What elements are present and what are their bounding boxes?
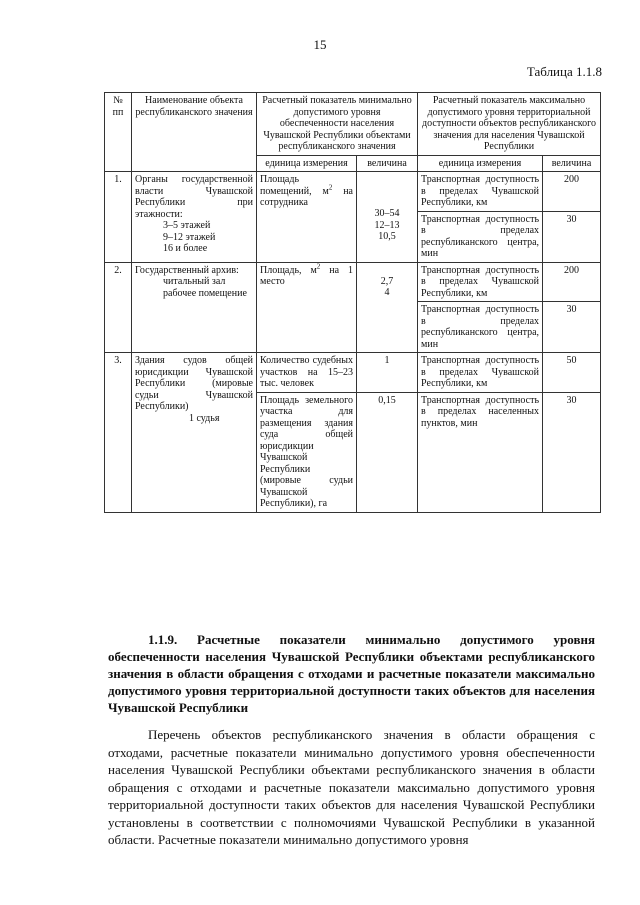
- row-unit-1: Площадь земельного участка для размещения здания суда общей юрисдикции Чувашской Республики (мировые судьи Чувашской Республики), га: [257, 392, 357, 512]
- page-number: 15: [313, 37, 327, 52]
- row-name-text: Здания судов общей юрисдикции Чувашской Республики (мировые судьи Чувашской Республики): [135, 355, 253, 412]
- row-unit-1: [257, 172, 357, 263]
- row-unit-2: Транспортная доступность в пределах республиканского центра, мин: [418, 211, 543, 262]
- row-name-item: 1 судья: [189, 412, 220, 424]
- row-value-2: 50: [543, 353, 601, 393]
- row-name-item: 3–5 этажей: [163, 220, 211, 231]
- row-value-item: 2,7: [380, 275, 394, 287]
- row-value-2: 30: [543, 211, 601, 262]
- unit-superscript: 2: [316, 262, 321, 271]
- row-value-2: 200: [543, 262, 601, 302]
- header-unit-1: единица измерения: [257, 155, 357, 172]
- row-name-item: читальный зал: [163, 276, 226, 287]
- row-name-item: 9–12 этажей: [163, 231, 216, 243]
- row-unit-2: Транспортная доступность в пределах Чувашской Республики, км: [418, 172, 543, 212]
- header-value-2: величина: [543, 155, 601, 172]
- table-caption: Таблица 1.1.8: [526, 64, 602, 79]
- row-value-2: 30: [543, 302, 601, 353]
- row-name: [132, 172, 257, 263]
- row-value-item: 10,5: [378, 231, 396, 242]
- row-value-1: [357, 172, 418, 263]
- table-row: [105, 172, 601, 212]
- row-unit-2: Транспортная доступность в пределах Чувашской Республики, км: [418, 262, 543, 302]
- row-unit-2: Транспортная доступность в пределах населенных пунктов, мин: [418, 392, 543, 512]
- unit-text: Площадь, м: [260, 264, 317, 276]
- row-unit-1: Количество судебных участков на 15–23 тыс. человек: [257, 353, 357, 393]
- unit-tail: на 1 место: [260, 264, 354, 287]
- row-unit-2: Транспортная доступность в пределах Чувашской Республики, км: [418, 353, 543, 393]
- row-name-item: рабочее помещение: [163, 287, 247, 299]
- row-value-2: 200: [543, 172, 601, 212]
- header-name: Наименование объекта республиканского значения: [132, 93, 257, 172]
- section-heading: 1.1.9. Расчетные показатели минимально допустимого уровня обеспеченности населения Чувашской Республики объектами республиканского значения в области обращения с отходами и расчетные показатели максимально допустимого уровня территориальной доступности таких объектов для населения Чувашской Республики: [108, 632, 595, 715]
- row-name: [132, 353, 257, 513]
- row-name-text: Государственный архив:: [135, 264, 239, 276]
- unit-superscript: 2: [328, 183, 333, 192]
- row-value-1: 1: [357, 353, 418, 393]
- row-num: 3.: [105, 353, 132, 513]
- row-value-1: [357, 262, 418, 353]
- standards-table: [104, 92, 601, 513]
- header-unit-2: единица измерения: [418, 155, 543, 172]
- table-header-row: [105, 93, 601, 156]
- row-unit-1: [257, 262, 357, 353]
- header-min-group: Расчетный показатель минимально допустимого уровня обеспеченности населения Чувашской Республики объектами республиканского значения: [257, 93, 418, 156]
- row-num: 1.: [105, 172, 132, 263]
- row-value-2: 30: [543, 392, 601, 512]
- row-num: 2.: [105, 262, 132, 353]
- header-num: № пп: [105, 93, 132, 172]
- row-value-item: 12–13: [374, 219, 400, 231]
- unit-tail: на сотрудника: [260, 185, 353, 208]
- header-value-1: величина: [357, 155, 418, 172]
- row-name-item: 16 и более: [163, 243, 208, 254]
- header-max-group: Расчетный показатель максимально допустимого уровня территориальной доступности объектов республиканского значения для населения Чувашской Республики: [418, 93, 601, 156]
- section-paragraph: Перечень объектов республиканского значения в области обращения с отходами, расчетные показатели минимально допустимого уровня обеспеченности населения Чувашской Республики объектами республиканского значения в области обращения с отходами и расчетные показатели максимально допустимого уровня территориальной доступности таких объектов для населения Чувашской Республики установлены в соответствии с полномочиями Чувашской Республики в указанной области. Расчетные показатели минимально допустимого уровня: [108, 727, 595, 847]
- row-value-1: 0,15: [357, 392, 418, 512]
- row-name: [132, 262, 257, 353]
- table-row: [105, 262, 601, 302]
- unit-text: Площадь помещений, м: [260, 174, 329, 197]
- row-name-text: Органы государственной власти Чувашской Республики при этажности:: [135, 174, 253, 220]
- row-value-item: 30–54: [374, 208, 400, 219]
- row-unit-2: Транспортная доступность в пределах республиканского центра, мин: [418, 302, 543, 353]
- row-value-item: 4: [384, 287, 390, 298]
- table-row: [105, 353, 601, 393]
